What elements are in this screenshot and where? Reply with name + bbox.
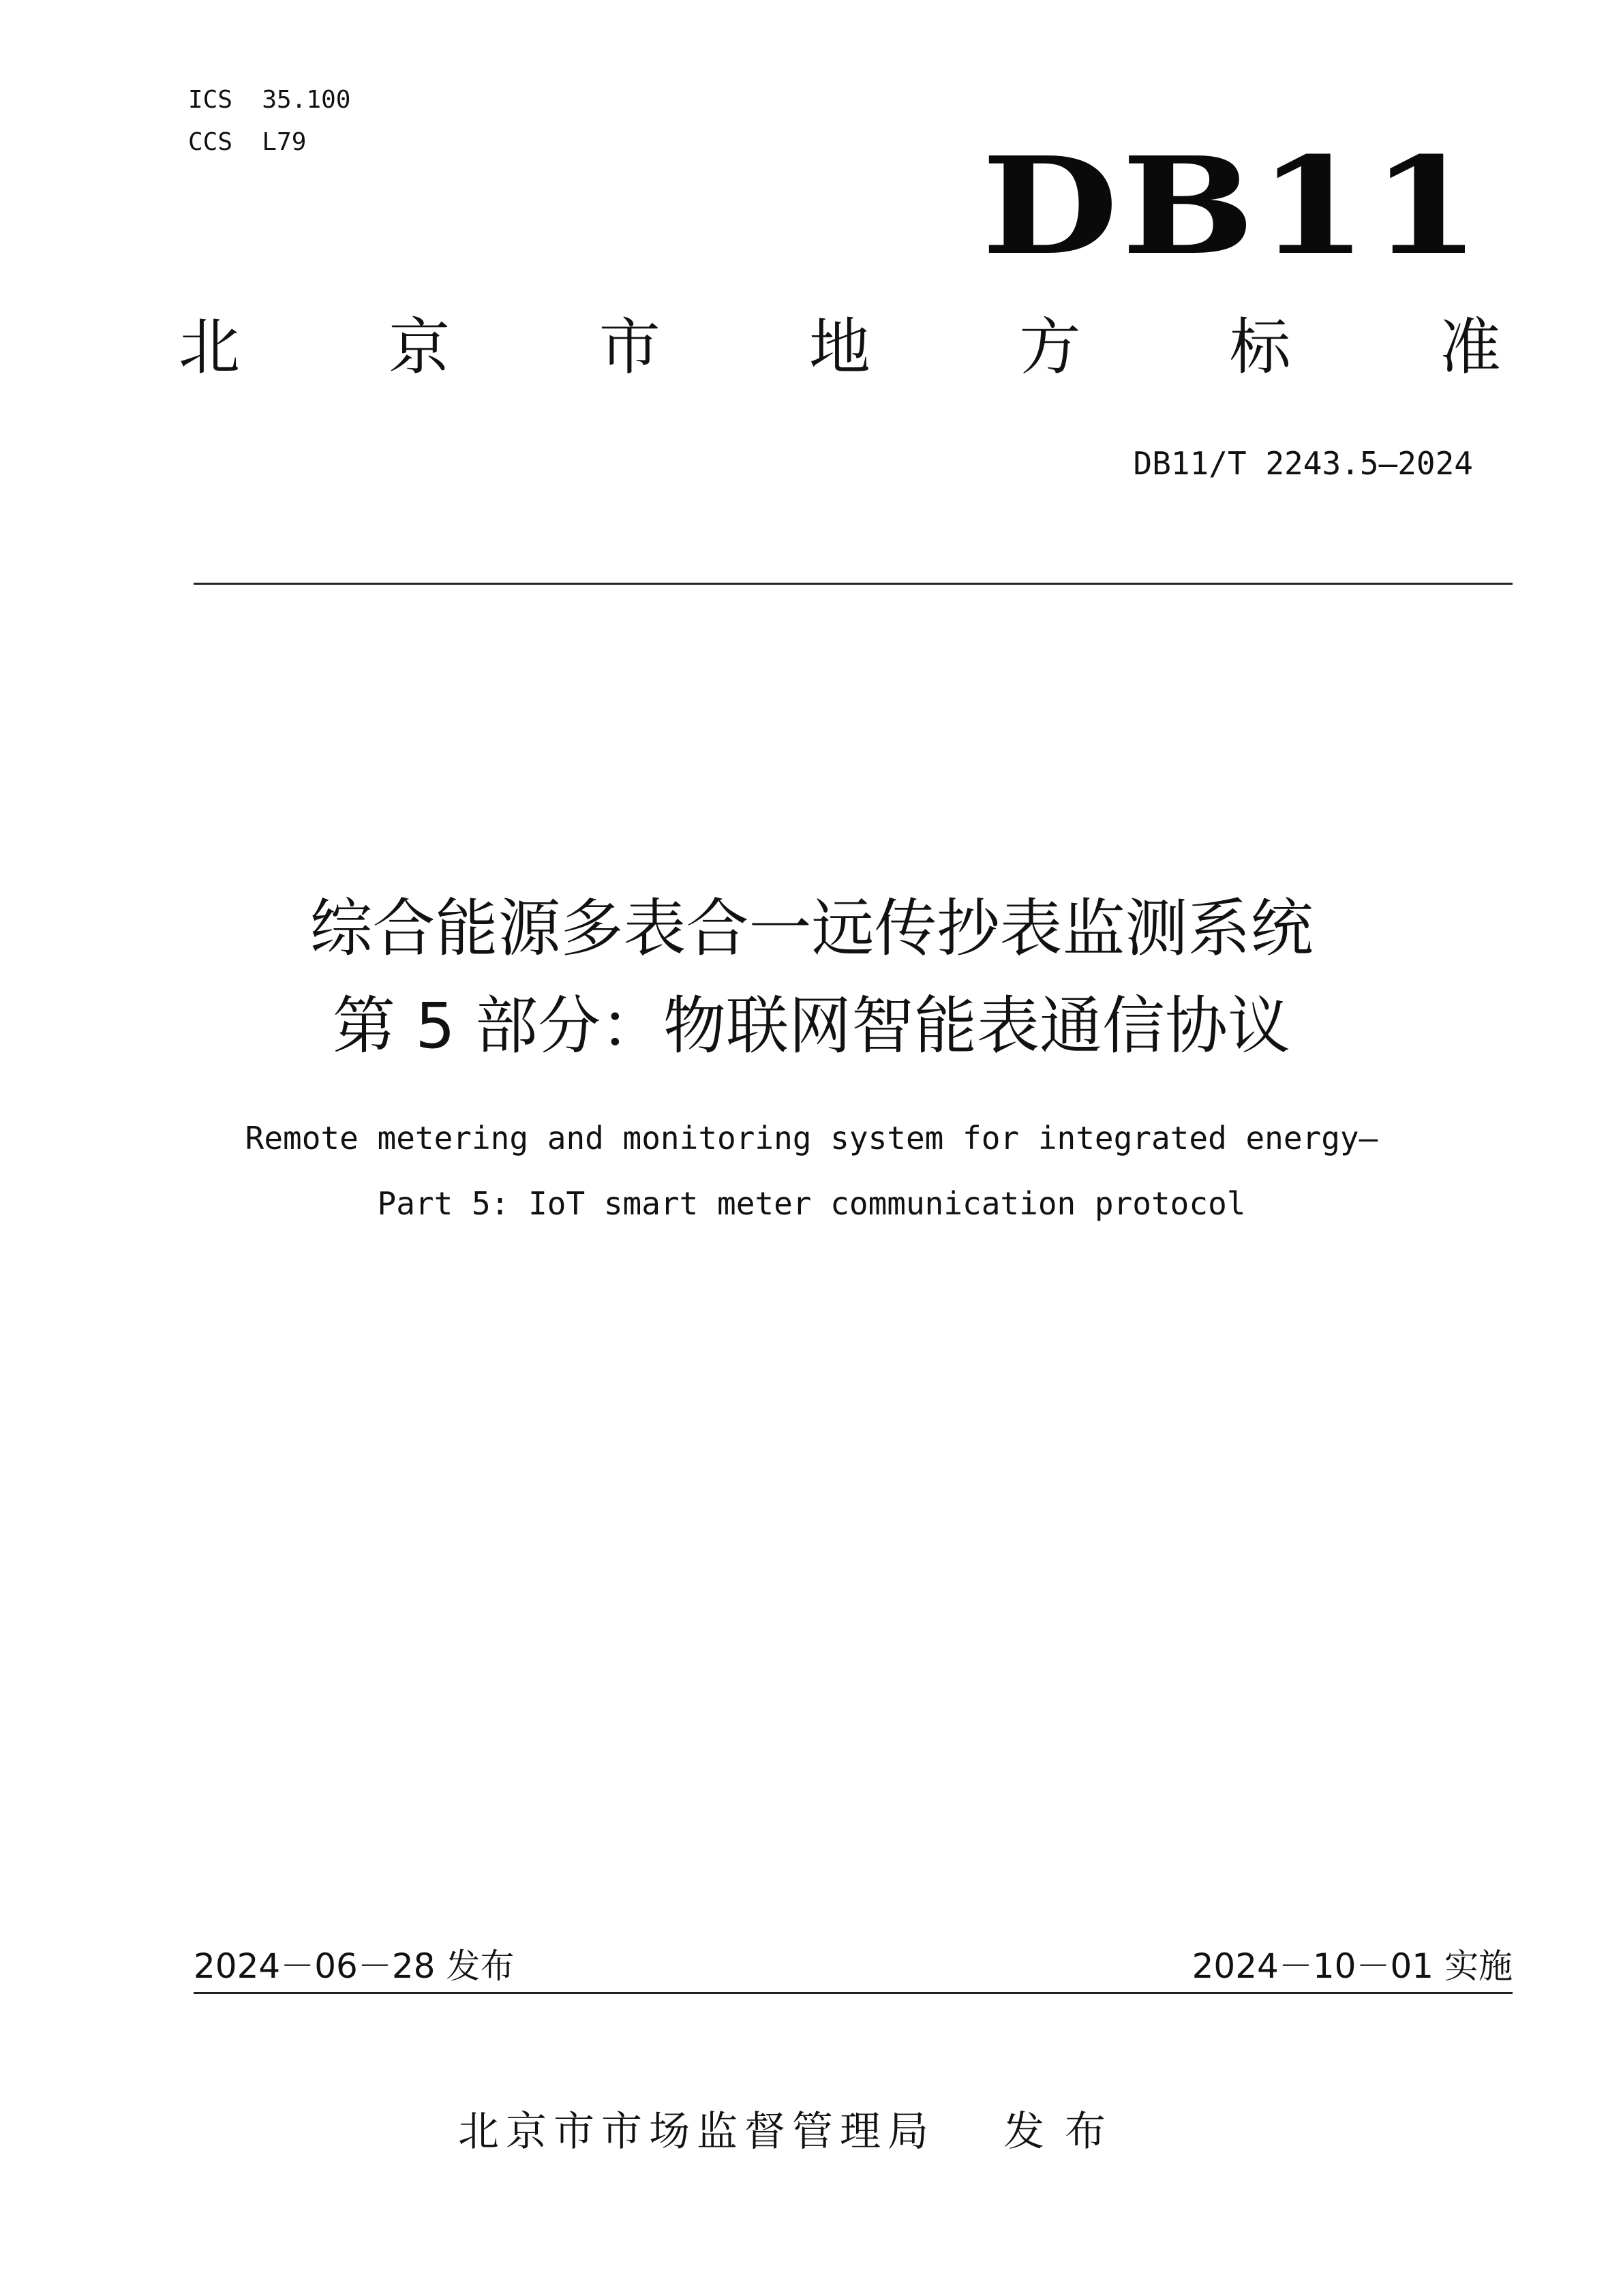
standard-number: DB11/T 2243.5—2024 [1133,445,1473,482]
standard-type-char: 标 [1229,311,1291,383]
db11-logo: DB11 [982,128,1484,285]
issue-date: 2024－06－28 发布 [194,1946,515,1986]
title-en-line1: Remote metering and monitoring system for integrated energy— [245,1120,1378,1157]
standard-type-heading [179,310,1501,385]
standard-type-char: 京 [389,311,451,383]
title-en-line2: Part 5: IoT smart meter communication protocol [377,1185,1246,1222]
implementation-date: 2024－10－01 实施 [1192,1946,1513,1986]
footer-divider [194,1992,1513,1994]
standard-type-char: 方 [1019,311,1081,383]
ics-code: ICS 35.100 [188,86,351,114]
standard-type-char: 市 [598,311,661,383]
header-divider [194,583,1513,585]
title-cn-line2: 第 5 部分：物联网智能表通信协议 [332,990,1291,1062]
publisher-name: 北京市市场监督管理局 [458,2108,935,2156]
standard-type-char: 准 [1439,311,1501,383]
title-cn-line1: 综合能源多表合一远传抄表监测系统 [309,892,1314,965]
publisher-line [458,2104,1126,2159]
standard-type-char: 北 [179,311,240,383]
ccs-code: CCS L79 [188,128,307,156]
publish-action: 发布 [1003,2108,1126,2156]
classification-codes [188,79,350,164]
standard-type-char: 地 [808,311,870,383]
